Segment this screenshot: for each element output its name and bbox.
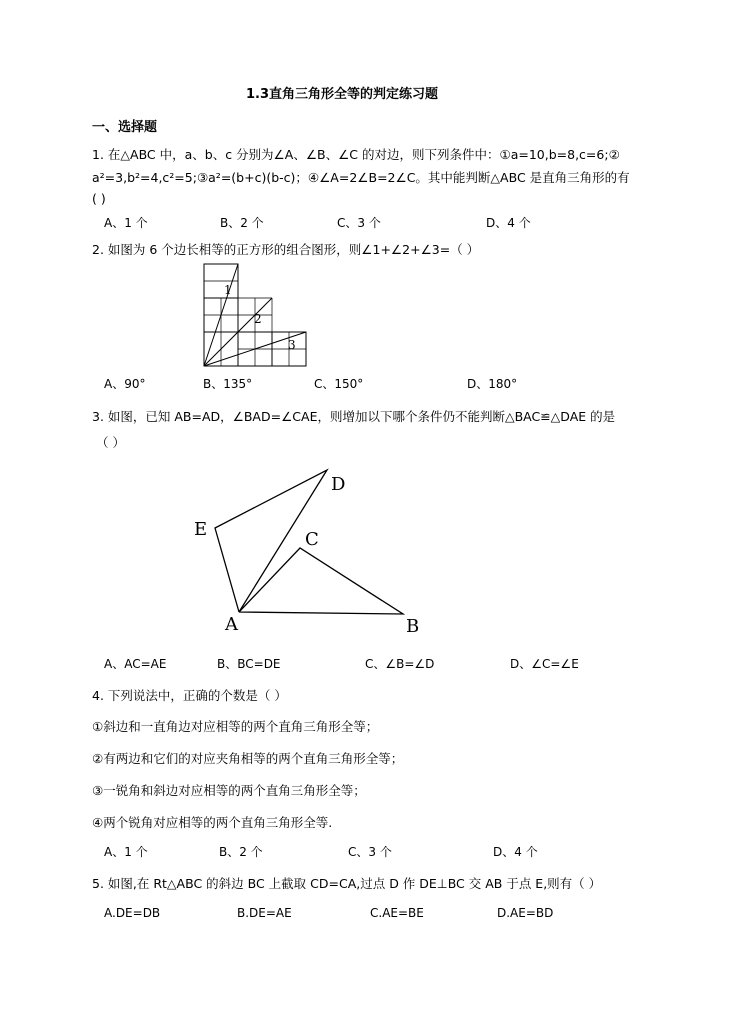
q5-option-a: A.DE=DB: [104, 906, 161, 920]
q2-angle-label-1: 1: [224, 283, 232, 297]
q3-label-c: C: [305, 529, 319, 550]
q4-statement-4: ④两个锐角对应相等的两个直角三角形全等.: [92, 815, 333, 830]
q1-option-a: A、1 个: [104, 216, 148, 230]
page-title: 1.3直角三角形全等的判定练习题: [246, 87, 439, 102]
q3-label-d: D: [331, 474, 346, 495]
q5-option-c: C.AE=BE: [370, 906, 424, 920]
q2-option-c: C、150°: [314, 377, 364, 391]
q3-option-b: B、BC=DE: [217, 657, 281, 671]
q5-stem: 5. 如图,在 Rt△ABC 的斜边 BC 上截取 CD=CA,过点 D 作 DE⊥BC 交 AB 于点 E,则有（ ）: [92, 876, 602, 891]
q4-option-c: C、3 个: [348, 845, 392, 859]
q3-line1: 3. 如图，已知 AB=AD，∠BAD=∠CAE，则增加以下哪个条件仍不能判断△BAC≌△DAE 的是: [92, 409, 616, 424]
q4-statement-1: ①斜边和一直角边对应相等的两个直角三角形全等；: [92, 719, 379, 734]
q1-line2: a²=3,b²=4,c²=5;③a²=(b+c)(b-c)；④∠A=2∠B=2∠C。其中能判断△ABC 是直角三角形的有: [92, 170, 630, 185]
q4-statement-3: ③一锐角和斜边对应相等的两个直角三角形全等；: [92, 783, 366, 798]
q3-label-a: A: [225, 614, 238, 635]
q2-option-a: A、90°: [104, 377, 146, 391]
q5-option-b: B.DE=AE: [237, 906, 292, 920]
q2-angle-label-3: 3: [288, 338, 296, 352]
q3-label-b: B: [406, 616, 420, 637]
q2-option-b: B、135°: [203, 377, 253, 391]
q4-option-a: A、1 个: [104, 845, 148, 859]
q3-triangles-figure: [185, 460, 435, 640]
q2-option-d: D、180°: [467, 377, 518, 391]
q2-angle-label-2: 2: [254, 312, 262, 326]
q1-line1: 1. 在△ABC 中，a、b、c 分别为∠A、∠B、∠C 的对边，则下列条件中：①a=10,b=8,c=6;②: [92, 147, 620, 162]
q3-line2: （ ）: [96, 435, 125, 450]
q4-option-d: D、4 个: [493, 845, 538, 859]
q2-squares-figure: [200, 260, 310, 370]
q1-option-d: D、4 个: [486, 216, 531, 230]
q4-stem: 4. 下列说法中，正确的个数是（ ）: [92, 688, 287, 703]
q4-statement-2: ②有两边和它们的对应夹角相等的两个直角三角形全等；: [92, 751, 404, 766]
q3-option-d: D、∠C=∠E: [510, 657, 579, 671]
q2-stem: 2. 如图为 6 个边长相等的正方形的组合图形，则∠1+∠2+∠3=（ ）: [92, 242, 480, 257]
q1-option-c: C、3 个: [337, 216, 381, 230]
q4-option-b: B、2 个: [219, 845, 263, 859]
q3-option-c: C、∠B=∠D: [365, 657, 435, 671]
q3-option-a: A、AC=AE: [104, 657, 167, 671]
q5-option-d: D.AE=BD: [497, 906, 554, 920]
q1-line3: ( ): [92, 191, 106, 206]
q1-option-b: B、2 个: [220, 216, 264, 230]
section-heading: 一、选择题: [92, 120, 158, 135]
q3-label-e: E: [194, 519, 208, 540]
